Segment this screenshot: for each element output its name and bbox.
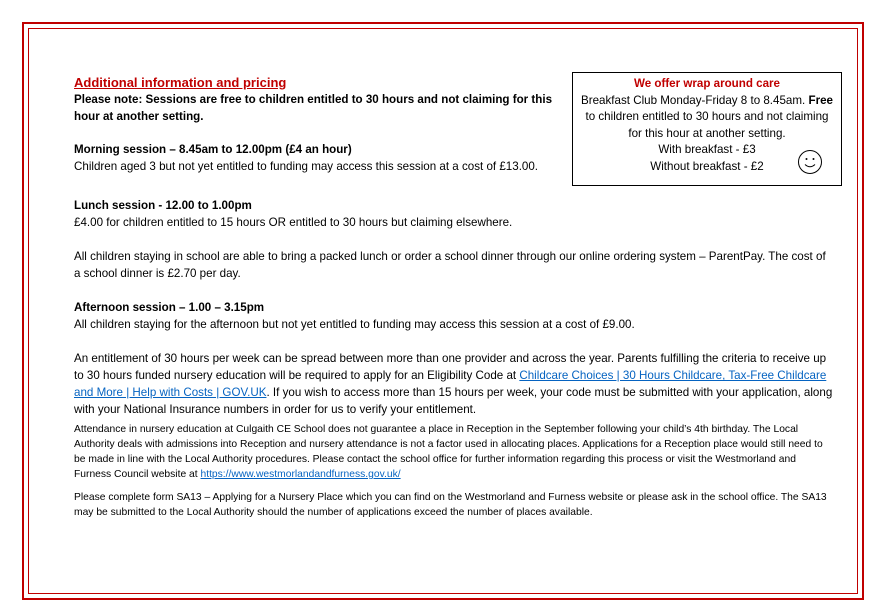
entitlement-text-after: . If you wish to access more than 15 hours per week, your code must be submitted with your application, along with your National Insurance numbers in order for us to verify your entitlement. <box>74 386 833 416</box>
with-breakfast-price: With breakfast - £3 <box>658 143 756 156</box>
morning-session-title: Morning session – 8.45am to 12.00pm (£4 an hour) <box>74 143 352 156</box>
lunch-session-title: Lunch session - 12.00 to 1.00pm <box>74 199 252 212</box>
wrap-care-title: We offer wrap around care <box>633 77 781 90</box>
attendance-text: Attendance in nursery education at Culgaith CE School does not guarantee a place in Reception in the September following your child’s 4th birthday. The Local Authority deals with admissions into Reception and nursery attendance is not a factor used in allocating places. Applications for a Reception place would still need to be made in line with the Local Authority procedures. Please contact the school office for further information regarding this process or visit the Westmorland and Furness Council website at <box>74 424 823 480</box>
free-text: Free <box>808 93 833 107</box>
attendance-paragraph <box>74 422 834 482</box>
afternoon-session-title: Afternoon session – 1.00 – 3.15pm <box>74 301 265 314</box>
without-breakfast-price: Without breakfast - £2 <box>650 159 764 173</box>
sessions-note: Please note: Sessions are free to children entitled to 30 hours and not claiming for this hour at another setting. <box>74 93 553 123</box>
page-heading: Additional information and pricing <box>74 75 287 90</box>
morning-session-text: Children aged 3 but not yet entitled to funding may access this session at a cost of £13.00. <box>74 160 539 173</box>
childcare-choices-link[interactable]: Childcare Choices | 30 Hours Childcare, Tax-Free Childcare and More | Help with Costs | GOV.UK <box>74 369 827 399</box>
entitlement-paragraph <box>74 350 834 418</box>
intro-block <box>74 74 564 175</box>
sa13-paragraph: Please complete form SA13 – Applying for a Nursery Place which you can find on the Westmorland and Furness website or please ask in the school office. The SA13 may be submitted to the Local Authority should the number of applications exceed the number of places available. <box>74 492 827 518</box>
westmorland-website-link[interactable]: https://www.westmorlandandfurness.gov.uk/ <box>200 469 401 480</box>
breakfast-club-line <box>573 93 841 110</box>
afternoon-session-text: All children staying for the afternoon but not yet entitled to funding may access this session at a cost of £9.00. <box>74 318 635 331</box>
breakfast-club-text: Breakfast Club Monday-Friday 8 to 8.45am. <box>581 93 809 107</box>
wrap-around-care-box <box>572 72 842 186</box>
packed-lunch-text: All children staying in school are able to bring a packed lunch or order a school dinner through our online ordering system – ParentPay. The cost of a school dinner is £2.70 per day. <box>74 250 826 280</box>
smiley-face-icon <box>797 149 823 175</box>
entitlement-text: An entitlement of 30 hours per week can be spread between more than one provider and across the year. Parents fulfilling the criteria to receive up to 30 hours funded nursery education will be required to apply for an Eligibility Code at <box>74 352 827 382</box>
breakfast-eligibility-text: to children entitled to 30 hours and not claiming for this hour at another setting. <box>585 110 829 140</box>
lunch-session-text: £4.00 for children entitled to 15 hours OR entitled to 30 hours but claiming elsewhere. <box>74 216 513 229</box>
